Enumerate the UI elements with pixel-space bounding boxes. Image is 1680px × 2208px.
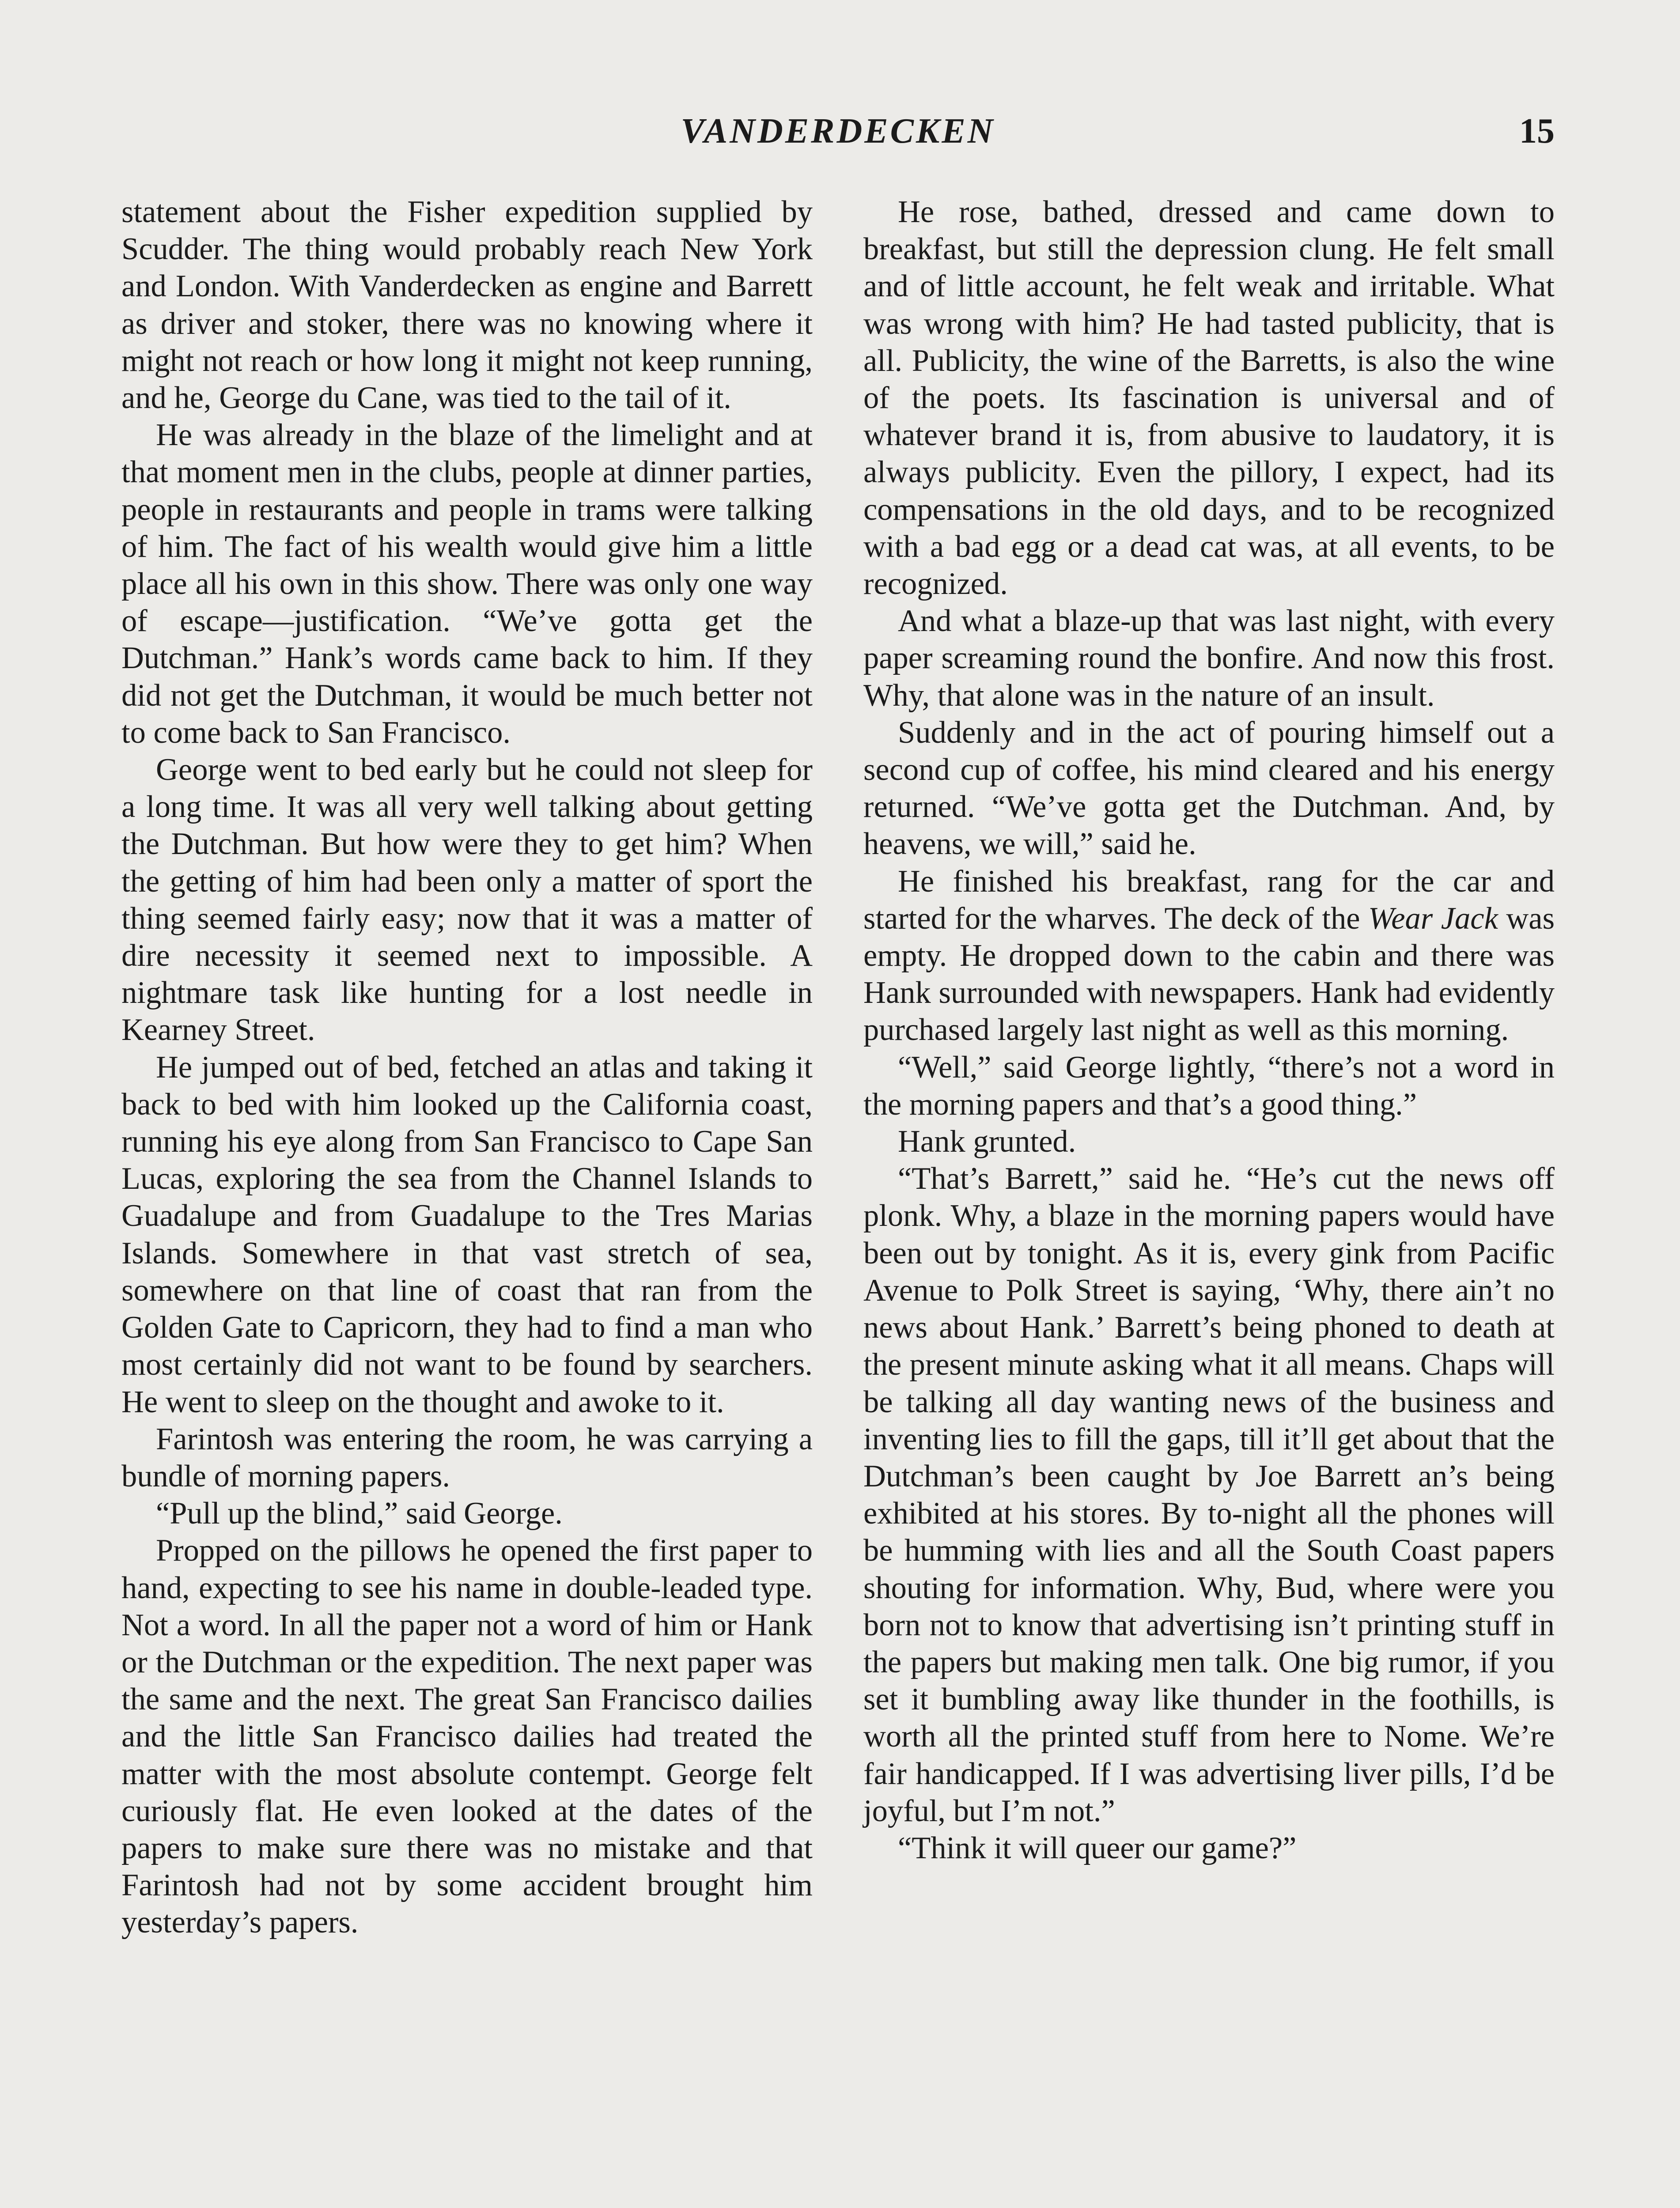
paragraph: Farintosh was entering the room, he was carrying a bundle of morning papers. — [121, 1422, 813, 1493]
paragraph: “Well,” said George lightly, “there’s not a word in the morning papers and that’s a good thing.” — [863, 1050, 1555, 1122]
page-number: 15 — [1519, 112, 1555, 151]
paragraph: “Think it will queer our game?” — [898, 1830, 1297, 1865]
paragraph: He rose, bathed, dressed and came down to breakfast, but still the depression clung. He felt small and of little account, he felt weak and irritable. What was wrong with him? He had tasted publicity, that is all. Publicity, the wine of the Barretts, is also the wine of the poets. Its fascination is universal and of whatever brand it is, from abusive to laudatory, it is always publicity. Even the pillory, I expect, had its compensations in the old days, and to be recognized with a bad egg or a dead cat was, at all events, to be recognized. — [863, 195, 1555, 601]
paragraph: He finished his breakfast, rang for the car and started for the wharves. The deck of the Wear Jack was empty. He dropped down to the cabin and there was Hank surrounded with newspapers. Hank had evidently purchased largely last night as well as this morning. — [863, 864, 1555, 1047]
paragraph: Propped on the pillows he opened the first paper to hand, expecting to see his name in double-leaded type. Not a word. In all the paper not a word of him or Hank or the Dutchman or the expedition. The next paper was the same and the next. The great San Francisco dailies and the little San Francisco dailies had treated the matter with the most absolute contempt. George felt curiously flat. He even looked at the dates of the papers to make sure there was no mistake and that Farintosh had not by some accident brought him yesterday’s papers. — [121, 1533, 813, 1940]
paragraph: “That’s Barrett,” said he. “He’s cut the news off plonk. Why, a blaze in the morning papers would have been out by tonight. As it is, every gink from Pacific Avenue to Polk Street is saying, ‘Why, there ain’t no news about Hank.’ Barrett’s being phoned to death at the present minute asking what it all means. Chaps will be talking all day wanting news of the business and inventing lies to fill the gaps, till it’ll get about that the Dutchman’s been caught by Joe Barrett an’s being exhibited at his stores. By to-night all the phones will be humming with lies and all the South Coast papers shouting for information. Why, Bud, where were you born not to know that advertising isn’t printing stuff in the papers but making men talk. One big rumor, if you set it bumbling away like thunder in the foothills, is worth all the printed stuff from here to Nome. We’re fair handicapped. If I was advertising liver pills, I’d be joyful, but I’m not.” — [863, 1161, 1555, 1828]
page-header — [121, 111, 1555, 160]
running-title: VANDERDECKEN — [681, 112, 995, 151]
paragraph: Suddenly and in the act of pouring himself out a second cup of coffee, his mind cleared and his energy returned. “We’ve gotta get the Dutchman. And, by heavens, we will,” said he. — [863, 715, 1555, 862]
left-column — [121, 193, 813, 2208]
paragraph: Hank grunted. — [898, 1124, 1076, 1159]
ship-name: Wear Jack — [1368, 901, 1498, 936]
paragraph: statement about the Fisher expedition supplied by Scudder. The thing would probably reach New York and London. With Vanderdecken as engine and Barrett as driver and stoker, there was no knowing where it might not reach or how long it might not keep running, and he, George du Cane, was tied to the tail of it. — [121, 195, 813, 416]
paragraph: And what a blaze-up that was last night, with every paper screaming round the bonfire. And now this frost. Why, that alone was in the nature of an insult. — [863, 604, 1555, 713]
right-column — [863, 193, 1555, 2208]
paragraph: George went to bed early but he could not sleep for a long time. It was all very well talking about getting the Dutchman. But how were they to get him? When the getting of him had been only a matter of sport the thing seemed fairly easy; now that it was a matter of dire necessity it seemed next to impossible. A nightmare task like hunting for a lost needle in Kearney Street. — [121, 752, 813, 1047]
text-columns — [121, 193, 1555, 2208]
paragraph: He was already in the blaze of the limelight and at that moment men in the clubs, people at dinner parties, people in restaurants and people in trams were talking of him. The fact of his wealth would give him a little place all his own in this show. There was only one way of escape—justification. “We’ve gotta get the Dutchman.” Hank’s words came back to him. If they did not get the Dutchman, it would be much better not to come back to San Francisco. — [121, 418, 813, 750]
paragraph: “Pull up the blind,” said George. — [156, 1496, 563, 1531]
paragraph: He jumped out of bed, fetched an atlas and taking it back to bed with him looked up the California coast, running his eye along from San Francisco to Cape San Lucas, exploring the sea from the Channel Islands to Guadalupe and from Guadalupe to the Tres Marias Islands. Somewhere in that vast stretch of sea, somewhere on that line of coast that ran from the Golden Gate to Capricorn, they had to find a man who most certainly did not want to be found by searchers. He went to sleep on the thought and awoke to it. — [121, 1050, 813, 1419]
